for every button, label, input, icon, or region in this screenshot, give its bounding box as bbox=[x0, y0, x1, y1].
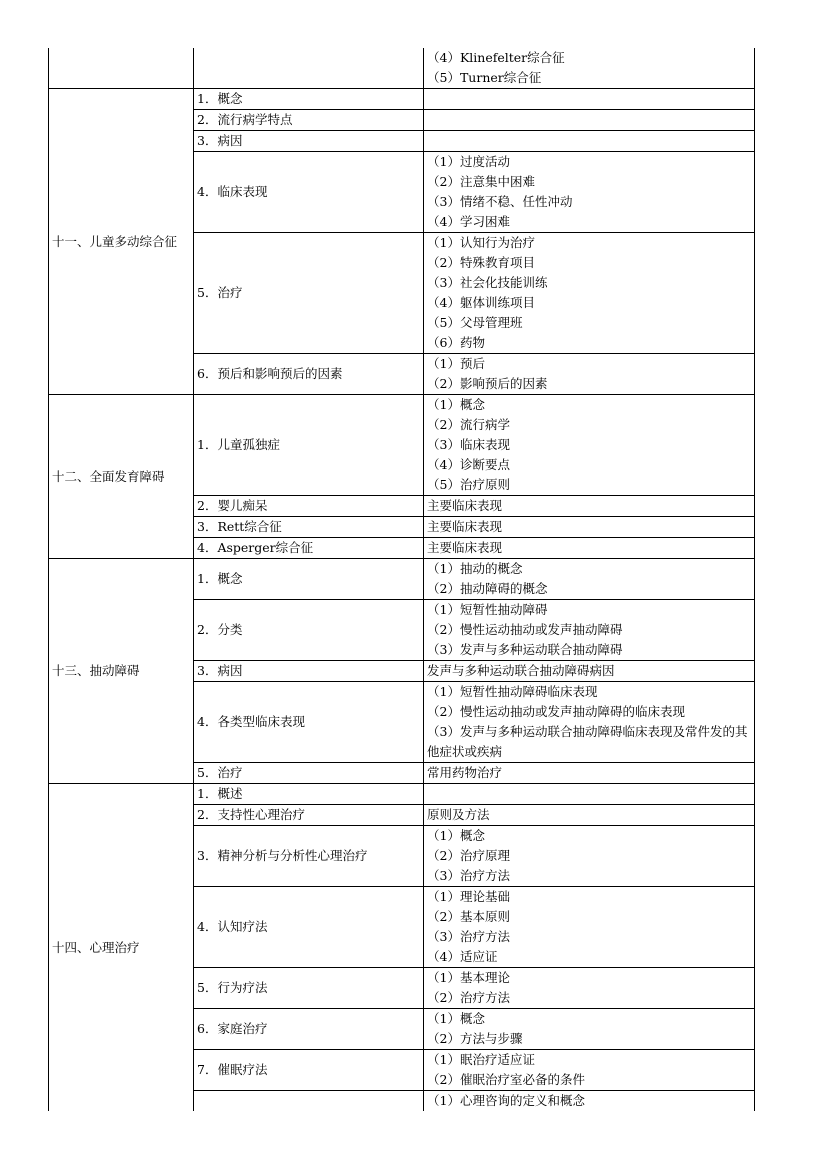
detail-cell bbox=[424, 682, 755, 763]
detail-cell bbox=[424, 395, 755, 496]
detail-line: （6）药物 bbox=[427, 335, 485, 350]
detail-line: 主要临床表现 bbox=[427, 540, 503, 555]
detail-cell bbox=[424, 1091, 755, 1112]
topic-cell: 2．分类 bbox=[194, 600, 424, 661]
detail-line: （1）认知行为治疗 bbox=[427, 235, 535, 250]
detail-line: （4）学习困难 bbox=[427, 214, 510, 229]
topic-cell: 7．催眠疗法 bbox=[194, 1050, 424, 1091]
detail-cell bbox=[424, 152, 755, 233]
topic-cell bbox=[194, 48, 424, 89]
detail-line bbox=[427, 784, 751, 804]
detail-line: 原则及方法 bbox=[427, 807, 490, 822]
section-title: 十二、全面发育障碍 bbox=[49, 395, 194, 559]
detail-line: （1）概念 bbox=[427, 1011, 485, 1026]
detail-line: （2）抽动障碍的概念 bbox=[427, 581, 548, 596]
detail-line: （1）心理咨询的定义和概念 bbox=[427, 1093, 585, 1108]
detail-cell bbox=[424, 805, 755, 826]
detail-line: （5）治疗原则 bbox=[427, 477, 510, 492]
detail-line bbox=[427, 110, 751, 130]
topic-cell: 2．婴儿痴呆 bbox=[194, 496, 424, 517]
section-title: 十一、儿童多动综合征 bbox=[49, 89, 194, 395]
syllabus-table-body bbox=[49, 48, 755, 1111]
detail-line: 发声与多种运动联合抽动障碍病因 bbox=[427, 663, 615, 678]
topic-cell: 4．Asperger综合征 bbox=[194, 538, 424, 559]
topic-cell: 3．病因 bbox=[194, 131, 424, 152]
topic-cell: 1．概述 bbox=[194, 784, 424, 805]
detail-line: （3）治疗方法 bbox=[427, 868, 510, 883]
detail-line bbox=[427, 131, 751, 151]
detail-line: 主要临床表现 bbox=[427, 519, 503, 534]
topic-cell: 6．预后和影响预后的因素 bbox=[194, 354, 424, 395]
section-title bbox=[49, 48, 194, 89]
detail-line: （3）发声与多种运动联合抽动障碍临床表现及常件发的其他症状或疾病 bbox=[427, 724, 748, 759]
detail-line: （2）影响预后的因素 bbox=[427, 376, 548, 391]
topic-cell: 4．临床表现 bbox=[194, 152, 424, 233]
detail-cell bbox=[424, 496, 755, 517]
topic-cell bbox=[194, 1091, 424, 1112]
detail-cell bbox=[424, 517, 755, 538]
detail-line: （2）注意集中困难 bbox=[427, 174, 535, 189]
detail-cell bbox=[424, 538, 755, 559]
detail-line: （1）理论基础 bbox=[427, 889, 510, 904]
topic-cell: 5．治疗 bbox=[194, 763, 424, 784]
detail-line: （1）概念 bbox=[427, 828, 485, 843]
detail-cell bbox=[424, 600, 755, 661]
detail-cell bbox=[424, 763, 755, 784]
detail-line: （3）社会化技能训练 bbox=[427, 275, 548, 290]
detail-line: 常用药物治疗 bbox=[427, 765, 503, 780]
topic-cell: 1．概念 bbox=[194, 89, 424, 110]
detail-line: （1）短暂性抽动障碍 bbox=[427, 602, 548, 617]
detail-line: （2）催眠治疗室必备的条件 bbox=[427, 1072, 585, 1087]
detail-line: （4）适应证 bbox=[427, 949, 498, 964]
syllabus-table bbox=[48, 48, 755, 1111]
section-title: 十四、心理治疗 bbox=[49, 784, 194, 1112]
topic-cell: 1．儿童孤独症 bbox=[194, 395, 424, 496]
detail-line: 主要临床表现 bbox=[427, 498, 503, 513]
detail-line: （1）短暂性抽动障碍临床表现 bbox=[427, 684, 598, 699]
detail-cell bbox=[424, 89, 755, 110]
detail-cell bbox=[424, 233, 755, 354]
topic-cell: 4．各类型临床表现 bbox=[194, 682, 424, 763]
detail-cell bbox=[424, 887, 755, 968]
detail-line: （5）Turner综合征 bbox=[427, 70, 542, 85]
topic-cell: 2．支持性心理治疗 bbox=[194, 805, 424, 826]
detail-cell bbox=[424, 661, 755, 682]
detail-line: （2）慢性运动抽动或发声抽动障碍 bbox=[427, 622, 623, 637]
detail-cell bbox=[424, 354, 755, 395]
detail-cell bbox=[424, 559, 755, 600]
detail-line: （2）流行病学 bbox=[427, 417, 510, 432]
table-row bbox=[49, 559, 755, 600]
detail-line: （2）治疗原理 bbox=[427, 848, 510, 863]
detail-line: （2）慢性运动抽动或发声抽动障碍的临床表现 bbox=[427, 704, 685, 719]
detail-line: （3）情绪不稳、任性冲动 bbox=[427, 194, 573, 209]
topic-cell: 3．病因 bbox=[194, 661, 424, 682]
detail-line: （3）临床表现 bbox=[427, 437, 510, 452]
detail-line: （1）基本理论 bbox=[427, 970, 510, 985]
detail-line: （2）方法与步骤 bbox=[427, 1031, 523, 1046]
detail-line: （1）眠治疗适应证 bbox=[427, 1052, 535, 1067]
detail-line: （1）抽动的概念 bbox=[427, 561, 523, 576]
detail-line: （2）特殊教育项目 bbox=[427, 255, 535, 270]
detail-cell bbox=[424, 826, 755, 887]
topic-cell: 5．行为疗法 bbox=[194, 968, 424, 1009]
detail-cell bbox=[424, 131, 755, 152]
detail-line: （5）父母管理班 bbox=[427, 315, 523, 330]
detail-cell bbox=[424, 110, 755, 131]
detail-cell bbox=[424, 1050, 755, 1091]
section-title: 十三、抽动障碍 bbox=[49, 559, 194, 784]
detail-line: （4）Klinefelter综合征 bbox=[427, 50, 565, 65]
detail-line: （2）治疗方法 bbox=[427, 990, 510, 1005]
detail-line: （1）预后 bbox=[427, 356, 485, 371]
detail-cell bbox=[424, 1009, 755, 1050]
detail-line bbox=[427, 89, 751, 109]
topic-cell: 5．治疗 bbox=[194, 233, 424, 354]
detail-line: （4）躯体训练项目 bbox=[427, 295, 535, 310]
detail-line: （3）发声与多种运动联合抽动障碍 bbox=[427, 642, 623, 657]
topic-cell: 4．认知疗法 bbox=[194, 887, 424, 968]
detail-line: （3）治疗方法 bbox=[427, 929, 510, 944]
topic-cell: 6．家庭治疗 bbox=[194, 1009, 424, 1050]
detail-line: （4）诊断要点 bbox=[427, 457, 510, 472]
topic-cell: 3．Rett综合征 bbox=[194, 517, 424, 538]
detail-cell bbox=[424, 48, 755, 89]
detail-line: （1）概念 bbox=[427, 397, 485, 412]
detail-cell bbox=[424, 968, 755, 1009]
detail-line: （1）过度活动 bbox=[427, 154, 510, 169]
detail-line: （2）基本原则 bbox=[427, 909, 510, 924]
topic-cell: 2．流行病学特点 bbox=[194, 110, 424, 131]
topic-cell: 3．精神分析与分析性心理治疗 bbox=[194, 826, 424, 887]
table-row bbox=[49, 784, 755, 805]
detail-cell bbox=[424, 784, 755, 805]
table-row bbox=[49, 89, 755, 110]
table-row bbox=[49, 48, 755, 89]
topic-cell: 1．概念 bbox=[194, 559, 424, 600]
table-row bbox=[49, 395, 755, 496]
